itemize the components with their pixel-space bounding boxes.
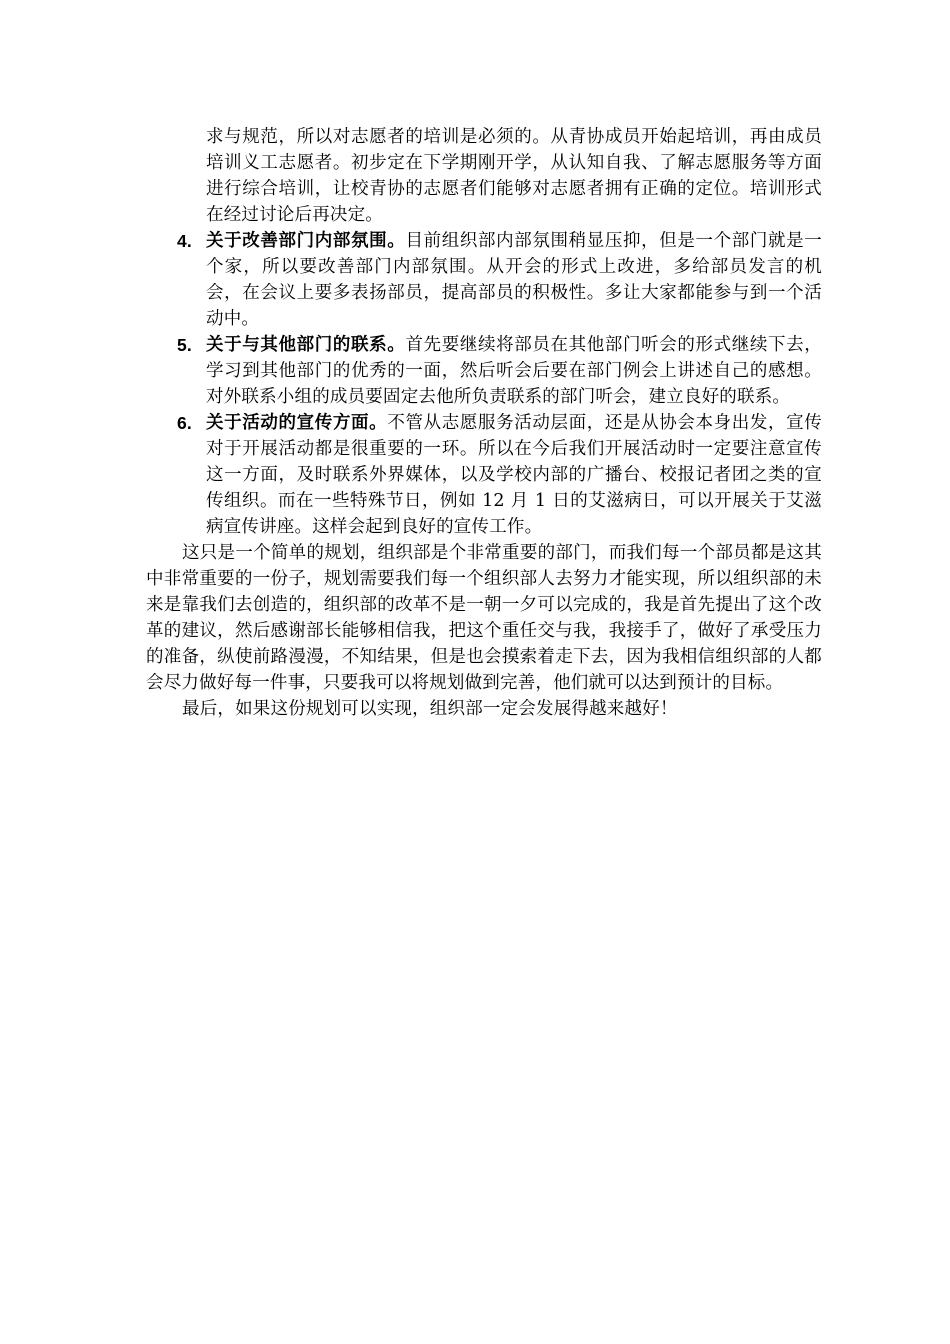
continued-paragraph: 求与规范，所以对志愿者的培训是必须的。从青协成员开始起培训，再由成员培训义工志愿者。初步定在下学期刚开学，从认知自我、了解志愿服务等方面进行综合培训，让校青协的志愿者们能够对志愿者拥有正确的定位。培训形式在经过讨论后再决定。 (206, 127, 822, 225)
list-item-number: 4. (177, 231, 192, 251)
list-item-text: 目前组织部内部氛围稍显压抑，但是一个部门就是一个家，所以要改善部门内部氛围。从开会的形式上改进，多给部员发言的机会，在会议上要多表扬部员，提高部员的积极性。多让大家都能参与到一个活动中。 (206, 231, 822, 329)
list-item-number: 6. (177, 413, 192, 433)
document-body (146, 124, 822, 722)
summary-paragraph: 这只是一个简单的规划，组织部是个非常重要的部门，而我们每一个部员都是这其中非常重要的一份子，规划需要我们每一个组织部人去努力才能实现，所以组织部的未来是靠我们去创造的，组织部的改革不是一朝一夕可以完成的，我是首先提出了这个改革的建议，然后感谢部长能够相信我，把这个重任交与我，我接手了，做好了承受压力的准备，纵使前路漫漫，不知结果，但是也会摸索着走下去，因为我相信组织部的人都会尽力做好每一件事，只要我可以将规划做到完善，他们就可以达到预计的目标。 (146, 543, 822, 693)
list-item (146, 228, 822, 332)
list-item (146, 332, 822, 410)
list-item-text: 不管从志愿服务活动层面，还是从协会本身出发，宣传对于开展活动都是很重要的一环。所以在今后我们开展活动时一定要注意宣传这一方面，及时联系外界媒体，以及学校内部的广播台、校报记者团之类的宣传组织。而在一些特殊节日，例如 12 月 1 日的艾滋病日，可以开展关于艾滋病宣传讲座。这样会起到良好的宣传工作。 (206, 413, 822, 537)
numbered-list (146, 228, 822, 540)
list-item (146, 410, 822, 540)
list-item-text: 首先要继续将部员在其他部门听会的形式继续下去，学习到其他部门的优秀的一面，然后听会后要在部门例会上讲述自己的感想。对外联系小组的成员要固定去他所负责联系的部门听会，建立良好的联系。 (206, 335, 822, 407)
list-item-title: 关于改善部门内部氛围。 (206, 231, 406, 251)
list-item-title: 关于活动的宣传方面。 (206, 413, 388, 433)
list-item-title: 关于与其他部门的联系。 (206, 335, 406, 355)
closing-paragraph: 最后，如果这份规划可以实现，组织部一定会发展得越来越好！ (182, 699, 678, 719)
list-item-number: 5. (177, 335, 192, 355)
